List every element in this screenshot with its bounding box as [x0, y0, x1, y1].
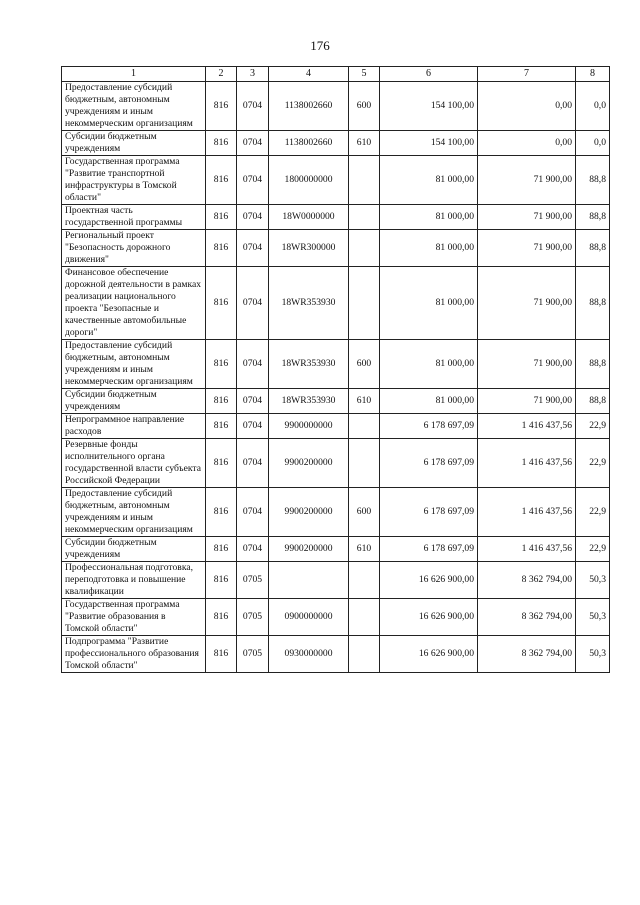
percent-cell: 22,9 — [576, 439, 610, 488]
planned-amount-cell: 6 178 697,09 — [380, 439, 478, 488]
percent-cell: 88,8 — [576, 156, 610, 205]
section-code-cell: 0704 — [237, 340, 269, 389]
percent-cell: 50,3 — [576, 562, 610, 599]
row-name-cell: Субсидии бюджетным учреждениям — [62, 389, 206, 414]
planned-amount-cell: 6 178 697,09 — [380, 414, 478, 439]
table-row — [62, 156, 610, 205]
target-code-cell: 1138002660 — [269, 82, 349, 131]
section-code-cell: 0704 — [237, 488, 269, 537]
table-row — [62, 205, 610, 230]
admin-code-cell: 816 — [206, 230, 237, 267]
percent-cell: 22,9 — [576, 488, 610, 537]
executed-amount-cell: 71 900,00 — [478, 205, 576, 230]
percent-cell: 0,0 — [576, 82, 610, 131]
expense-type-cell: 600 — [349, 340, 380, 389]
table-row — [62, 340, 610, 389]
admin-code-cell: 816 — [206, 267, 237, 340]
admin-code-cell: 816 — [206, 414, 237, 439]
executed-amount-cell: 71 900,00 — [478, 267, 576, 340]
expense-type-cell — [349, 267, 380, 340]
row-name-cell: Субсидии бюджетным учреждениям — [62, 537, 206, 562]
section-code-cell: 0704 — [237, 537, 269, 562]
executed-amount-cell: 0,00 — [478, 82, 576, 131]
percent-cell: 22,9 — [576, 537, 610, 562]
planned-amount-cell: 16 626 900,00 — [380, 562, 478, 599]
section-code-cell: 0704 — [237, 156, 269, 205]
section-code-cell: 0704 — [237, 267, 269, 340]
table-body — [62, 82, 610, 673]
target-code-cell: 1138002660 — [269, 131, 349, 156]
row-name-cell: Непрограммное направление расходов — [62, 414, 206, 439]
executed-amount-cell: 1 416 437,56 — [478, 537, 576, 562]
expense-type-cell — [349, 439, 380, 488]
expense-type-cell: 610 — [349, 389, 380, 414]
planned-amount-cell: 81 000,00 — [380, 340, 478, 389]
planned-amount-cell: 16 626 900,00 — [380, 636, 478, 673]
target-code-cell: 18WR353930 — [269, 389, 349, 414]
section-code-cell: 0704 — [237, 439, 269, 488]
expense-type-cell — [349, 156, 380, 205]
table-row — [62, 131, 610, 156]
row-name-cell: Предоставление субсидий бюджетным, автономным учреждениям и иным некоммерческим организациям — [62, 340, 206, 389]
section-code-cell: 0704 — [237, 389, 269, 414]
section-code-cell: 0705 — [237, 599, 269, 636]
planned-amount-cell: 81 000,00 — [380, 230, 478, 267]
percent-cell: 88,8 — [576, 340, 610, 389]
expense-type-cell: 610 — [349, 131, 380, 156]
section-code-cell: 0705 — [237, 562, 269, 599]
executed-amount-cell: 8 362 794,00 — [478, 636, 576, 673]
executed-amount-cell: 71 900,00 — [478, 389, 576, 414]
row-name-cell: Предоставление субсидий бюджетным, автономным учреждениям и иным некоммерческим организациям — [62, 82, 206, 131]
table-row — [62, 82, 610, 131]
percent-cell: 88,8 — [576, 205, 610, 230]
column-header: 1 — [62, 67, 206, 82]
table-row — [62, 488, 610, 537]
planned-amount-cell: 81 000,00 — [380, 267, 478, 340]
page-number: 176 — [310, 38, 330, 53]
expense-type-cell: 600 — [349, 82, 380, 131]
column-header: 5 — [349, 67, 380, 82]
target-code-cell — [269, 562, 349, 599]
target-code-cell: 9900200000 — [269, 439, 349, 488]
percent-cell: 50,3 — [576, 636, 610, 673]
target-code-cell: 9900000000 — [269, 414, 349, 439]
admin-code-cell: 816 — [206, 131, 237, 156]
expense-type-cell — [349, 562, 380, 599]
target-code-cell: 9900200000 — [269, 488, 349, 537]
table-row — [62, 537, 610, 562]
executed-amount-cell: 0,00 — [478, 131, 576, 156]
executed-amount-cell: 8 362 794,00 — [478, 599, 576, 636]
executed-amount-cell: 71 900,00 — [478, 156, 576, 205]
planned-amount-cell: 154 100,00 — [380, 82, 478, 131]
admin-code-cell: 816 — [206, 82, 237, 131]
table-row — [62, 439, 610, 488]
executed-amount-cell: 1 416 437,56 — [478, 414, 576, 439]
planned-amount-cell: 81 000,00 — [380, 156, 478, 205]
planned-amount-cell: 6 178 697,09 — [380, 488, 478, 537]
section-code-cell: 0705 — [237, 636, 269, 673]
column-header: 2 — [206, 67, 237, 82]
target-code-cell: 18WR353930 — [269, 267, 349, 340]
planned-amount-cell: 6 178 697,09 — [380, 537, 478, 562]
expense-type-cell: 600 — [349, 488, 380, 537]
section-code-cell: 0704 — [237, 82, 269, 131]
percent-cell: 0,0 — [576, 131, 610, 156]
admin-code-cell: 816 — [206, 340, 237, 389]
row-name-cell: Проектная часть государственной программы — [62, 205, 206, 230]
executed-amount-cell: 8 362 794,00 — [478, 562, 576, 599]
section-code-cell: 0704 — [237, 414, 269, 439]
row-name-cell: Профессиональная подготовка, переподготовка и повышение квалификации — [62, 562, 206, 599]
table-row — [62, 414, 610, 439]
target-code-cell: 0900000000 — [269, 599, 349, 636]
percent-cell: 88,8 — [576, 267, 610, 340]
header-row — [62, 67, 610, 82]
executed-amount-cell: 1 416 437,56 — [478, 439, 576, 488]
row-name-cell: Резервные фонды исполнительного органа государственной власти субъекта Российской Федерации — [62, 439, 206, 488]
budget-table — [61, 66, 610, 673]
column-header: 3 — [237, 67, 269, 82]
expense-type-cell — [349, 205, 380, 230]
table-row — [62, 599, 610, 636]
target-code-cell: 18WR300000 — [269, 230, 349, 267]
row-name-cell: Субсидии бюджетным учреждениям — [62, 131, 206, 156]
admin-code-cell: 816 — [206, 389, 237, 414]
executed-amount-cell: 71 900,00 — [478, 340, 576, 389]
table-row — [62, 230, 610, 267]
planned-amount-cell: 16 626 900,00 — [380, 599, 478, 636]
column-header: 6 — [380, 67, 478, 82]
planned-amount-cell: 81 000,00 — [380, 389, 478, 414]
row-name-cell: Подпрограмма "Развитие профессионального образования Томской области" — [62, 636, 206, 673]
expense-type-cell: 610 — [349, 537, 380, 562]
planned-amount-cell: 81 000,00 — [380, 205, 478, 230]
table-row — [62, 267, 610, 340]
planned-amount-cell: 154 100,00 — [380, 131, 478, 156]
target-code-cell: 1800000000 — [269, 156, 349, 205]
target-code-cell: 9900200000 — [269, 537, 349, 562]
row-name-cell: Государственная программа "Развитие образования в Томской области" — [62, 599, 206, 636]
row-name-cell: Предоставление субсидий бюджетным, автономным учреждениям и иным некоммерческим организациям — [62, 488, 206, 537]
table-row — [62, 562, 610, 599]
row-name-cell: Государственная программа "Развитие транспортной инфраструктуры в Томской области" — [62, 156, 206, 205]
target-code-cell: 18W0000000 — [269, 205, 349, 230]
expense-type-cell — [349, 230, 380, 267]
table-row — [62, 636, 610, 673]
executed-amount-cell: 1 416 437,56 — [478, 488, 576, 537]
percent-cell: 88,8 — [576, 230, 610, 267]
admin-code-cell: 816 — [206, 562, 237, 599]
column-header: 8 — [576, 67, 610, 82]
row-name-cell: Региональный проект "Безопасность дорожного движения" — [62, 230, 206, 267]
admin-code-cell: 816 — [206, 205, 237, 230]
admin-code-cell: 816 — [206, 439, 237, 488]
percent-cell: 22,9 — [576, 414, 610, 439]
admin-code-cell: 816 — [206, 537, 237, 562]
admin-code-cell: 816 — [206, 488, 237, 537]
row-name-cell: Финансовое обеспечение дорожной деятельности в рамках реализации национального проекта "Безопасные и качественные автомобильные дороги" — [62, 267, 206, 340]
percent-cell: 50,3 — [576, 599, 610, 636]
expense-type-cell — [349, 414, 380, 439]
table-row — [62, 389, 610, 414]
column-header: 7 — [478, 67, 576, 82]
section-code-cell: 0704 — [237, 230, 269, 267]
target-code-cell: 18WR353930 — [269, 340, 349, 389]
target-code-cell: 0930000000 — [269, 636, 349, 673]
expense-type-cell — [349, 599, 380, 636]
expense-type-cell — [349, 636, 380, 673]
section-code-cell: 0704 — [237, 205, 269, 230]
column-header: 4 — [269, 67, 349, 82]
percent-cell: 88,8 — [576, 389, 610, 414]
admin-code-cell: 816 — [206, 156, 237, 205]
section-code-cell: 0704 — [237, 131, 269, 156]
admin-code-cell: 816 — [206, 599, 237, 636]
admin-code-cell: 816 — [206, 636, 237, 673]
executed-amount-cell: 71 900,00 — [478, 230, 576, 267]
